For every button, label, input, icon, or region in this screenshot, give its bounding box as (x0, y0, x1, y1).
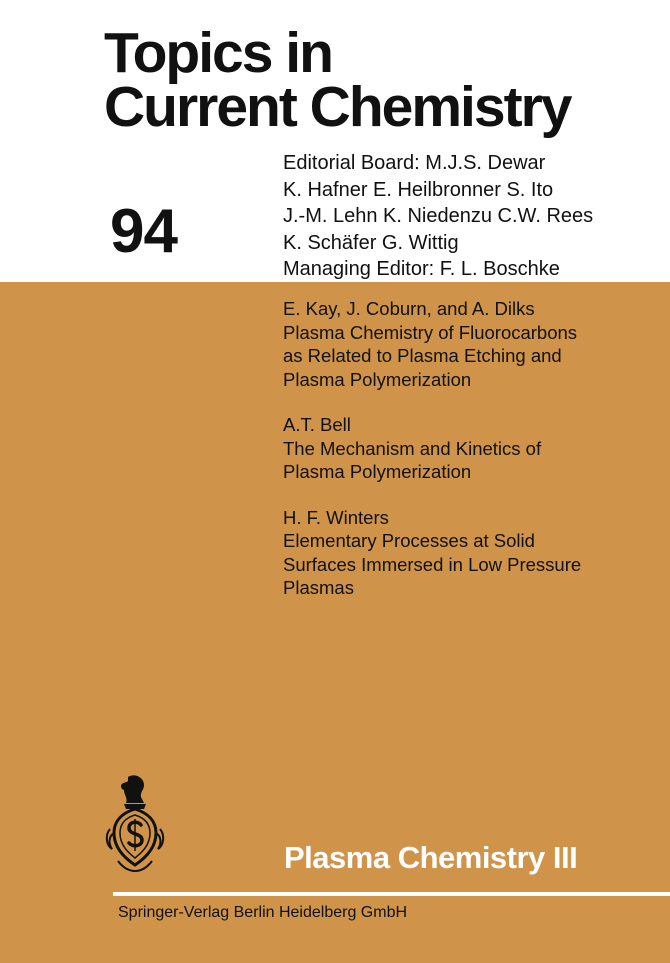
editorial-board-line: J.-M. Lehn K. Niedenzu C.W. Rees (283, 205, 594, 227)
article-title-line: Plasma Chemistry of Fluorocarbons (283, 321, 578, 343)
editorial-board-line: K. Schäfer G. Wittig (283, 231, 459, 254)
series-title-line-1: Topics in (104, 21, 332, 85)
managing-editor-line: Managing Editor: F. L. Boschke (283, 258, 560, 280)
springer-knight-logo-icon (104, 773, 166, 877)
publisher-imprint: Springer-Verlag Berlin Heidelberg GmbH (118, 904, 408, 921)
article-title-line: as Related to Plasma Etching and (283, 345, 562, 366)
cover-header (0, 0, 670, 282)
article-title-line: Surfaces Immersed in Low Pressure (283, 553, 582, 575)
article-entry (283, 413, 581, 484)
article-title-line: Plasma Polymerization (283, 368, 472, 390)
editorial-board (283, 150, 593, 283)
article-title-line: Elementary Processes at Solid (283, 530, 535, 551)
volume-number: 94 (110, 197, 177, 266)
article-title-line: Plasmas (283, 577, 354, 598)
editorial-board-line: Editorial Board: M.J.S. Dewar (283, 152, 546, 174)
series-title (104, 21, 571, 139)
article-authors: H. F. Winters (283, 506, 389, 528)
volume-title: Plasma Chemistry III (284, 840, 578, 875)
article-entry (283, 506, 581, 600)
article-list (283, 297, 581, 622)
divider (113, 892, 670, 896)
series-title-line-2: Current Chemistry (104, 75, 571, 139)
article-title-line: The Mechanism and Kinetics of (283, 437, 542, 459)
article-title-line: Plasma Polymerization (283, 461, 472, 482)
article-entry (283, 297, 581, 391)
article-authors: E. Kay, J. Coburn, and A. Dilks (283, 298, 535, 319)
editorial-board-line: K. Hafner E. Heilbronner S. Ito (283, 178, 554, 201)
article-authors: A.T. Bell (283, 414, 351, 435)
